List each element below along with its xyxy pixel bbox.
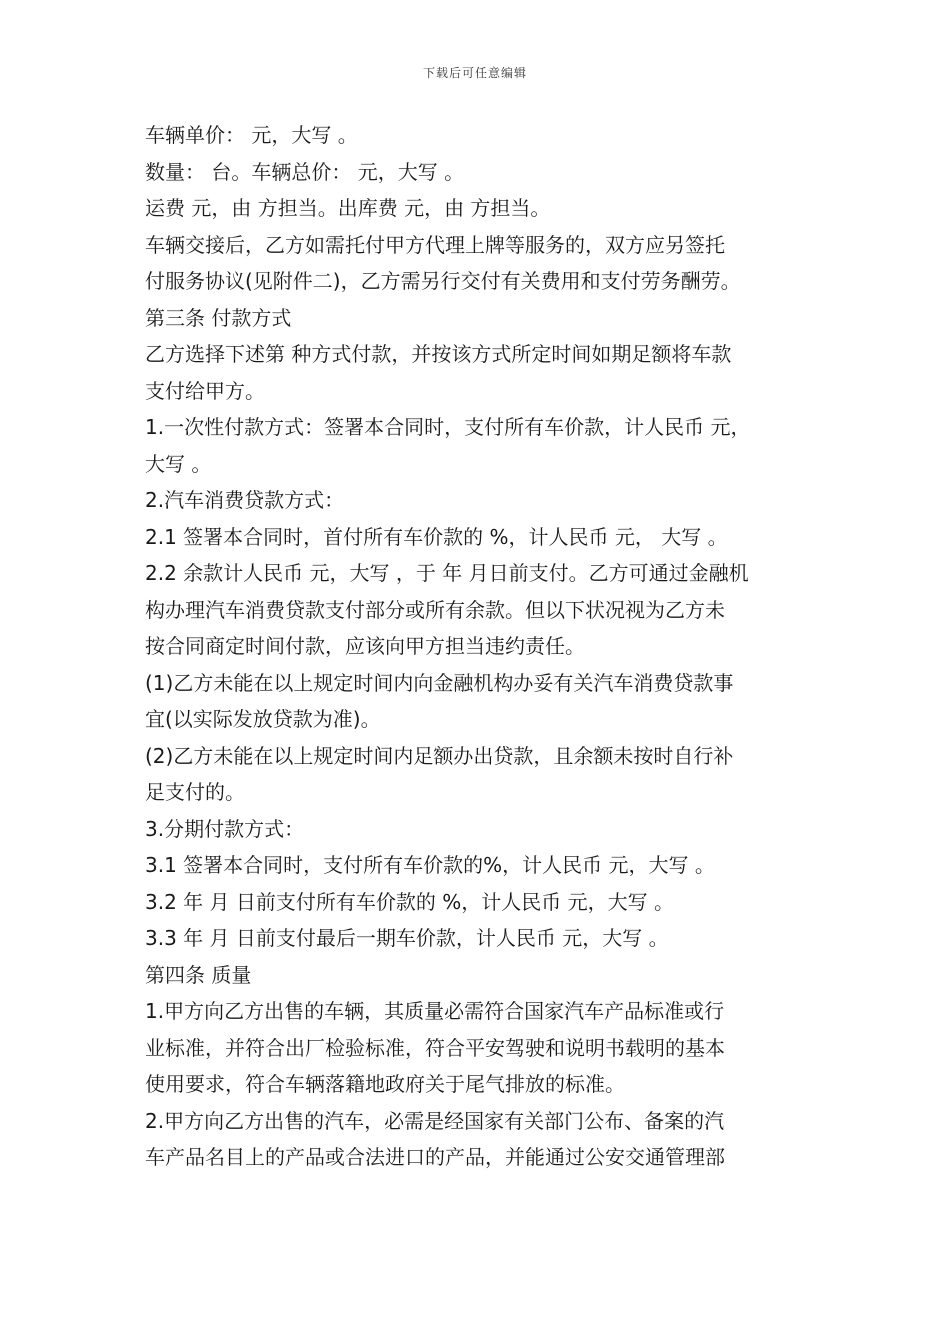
text-line: 1.甲方向乙方出售的车辆，其质量必需符合国家汽车产品标准或行	[145, 999, 725, 1023]
page-header-note: 下载后可任意编辑	[422, 66, 527, 80]
text-line: 3.分期付款方式：	[145, 816, 305, 841]
text-line: 车产品名目上的产品或合法进口的产品，并能通过公安交通管理部	[145, 1145, 725, 1169]
section-heading: 第三条 付款方式	[145, 305, 292, 330]
text-line: 数量： 台。车辆总价： 元，大写 。	[145, 159, 465, 184]
section-heading: 第四条 质量	[145, 962, 252, 987]
text-line: 3.3 年 月 日前支付最后一期车价款，计人民币 元，大写 。	[145, 926, 669, 950]
text-line: 乙方选择下述第 种方式付款，并按该方式所定时间如期足额将车款	[145, 342, 732, 366]
text-line: 2.汽车消费贷款方式：	[145, 488, 345, 512]
text-line: 3.1 签署本合同时，支付所有车价款的%，计人民币 元，大写 。	[145, 853, 715, 877]
text-line: 构办理汽车消费贷款支付部分或所有余款。但以下状况视为乙方未	[145, 597, 725, 622]
text-line: 2.1 签署本合同时，首付所有车价款的 %，计人民币 元， 大写 。	[145, 524, 728, 549]
text-line: 足支付的。	[145, 780, 245, 804]
text-line: 付服务协议(见附件二)，乙方需另行交付有关费用和支付劳务酬劳。	[145, 269, 741, 293]
text-line: 业标准，并符合出厂检验标准，符合平安驾驶和说明书载明的基本	[145, 1035, 725, 1060]
text-line: 按合同商定时间付款，应该向甲方担当违约责任。	[145, 634, 585, 658]
text-line: 车辆交接后，乙方如需托付甲方代理上牌等服务的，双方应另签托	[145, 232, 725, 257]
text-line: 支付给甲方。	[145, 378, 265, 403]
text-line: 大写 。	[145, 451, 212, 476]
text-line: 运费 元，由 方担当。出库费 元，由 方担当。	[145, 196, 551, 220]
text-line: (2)乙方未能在以上规定时间内足额办出贷款，且余额未按时自行补	[145, 743, 734, 768]
text-line: 2.甲方向乙方出售的汽车，必需是经国家有关部门公布、备案的汽	[145, 1108, 725, 1133]
text-line: 使用要求，符合车辆落籍地政府关于尾气排放的标准。	[145, 1072, 625, 1096]
text-line: 2.2 余款计人民币 元，大写 ，于 年 月日前支付。乙方可通过金融机	[145, 561, 749, 585]
text-line: 宜(以实际发放贷款为准)。	[145, 707, 381, 731]
text-line: 3.2 年 月 日前支付所有车价款的 %，计人民币 元，大写 。	[145, 889, 674, 914]
text-line: 车辆单价： 元，大写 。	[145, 123, 358, 147]
text-line: 1.一次性付款方式：签署本合同时，支付所有车价款，计人民币 元，	[145, 415, 751, 439]
document-body	[145, 117, 810, 1176]
text-line: (1)乙方未能在以上规定时间内向金融机构办妥有关汽车消费贷款事	[145, 670, 734, 695]
